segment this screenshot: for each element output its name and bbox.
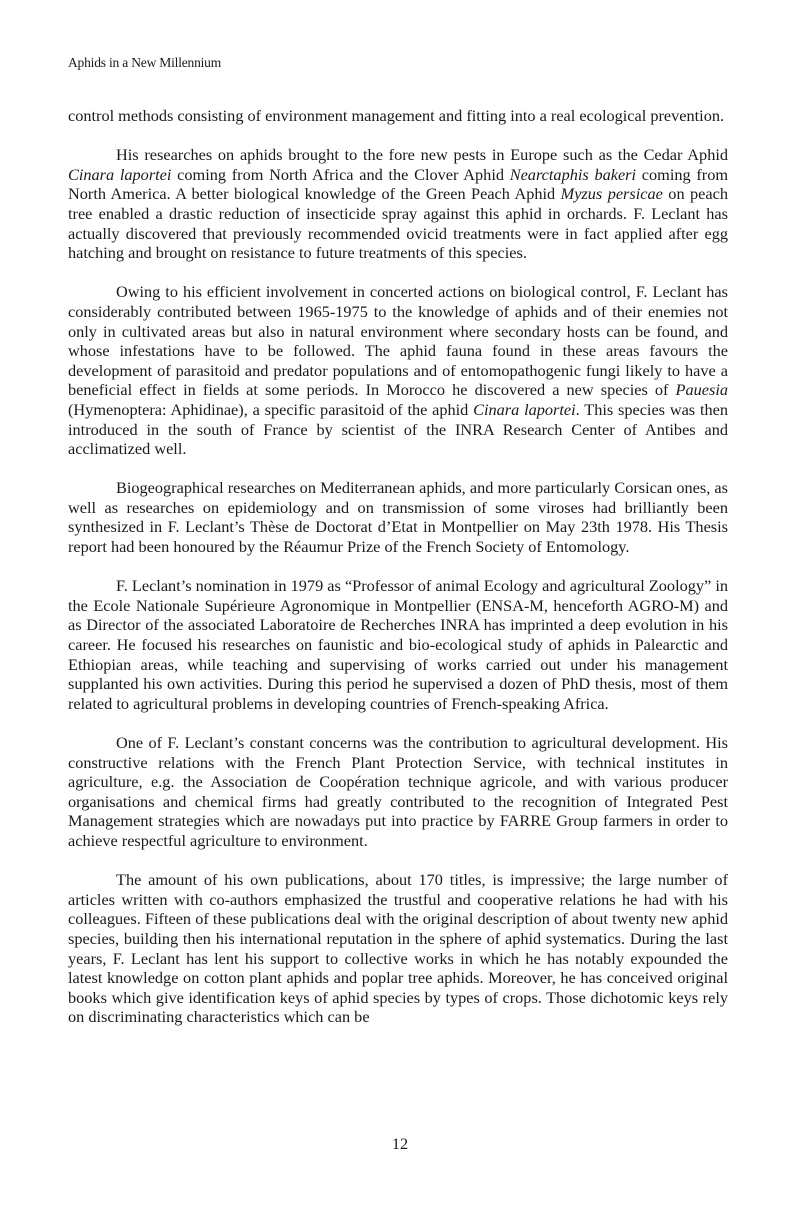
text-run: coming from North America. A better biological knowledge of the Green Peach Aphid bbox=[68, 164, 729, 204]
text-run: coming from North Africa and the Clover Aphid bbox=[171, 164, 510, 184]
text-run: on peach tree enabled a drastic reduction of insecticide spray against this aphid in orchards. F. Leclant has actually discovered that previously recommended ovicid treatments were in fact applied after egg hatching and brought on resistance to future treatments of this species. bbox=[68, 184, 729, 263]
paragraph bbox=[68, 733, 728, 851]
text-run: control methods consisting of environment management and fitting into a real ecological prevention. bbox=[68, 106, 725, 125]
species-name: Nearctaphis bakeri bbox=[509, 164, 637, 184]
species-name: Cinara laportei bbox=[473, 399, 576, 419]
paragraph bbox=[68, 282, 728, 458]
page-number: 12 bbox=[391, 1134, 409, 1153]
text-run: (Hymenoptera: Aphidinae), a specific parasitoid of the aphid bbox=[68, 399, 474, 419]
text-run: One of F. Leclant’s constant concerns was the contribution to agricultural development. His constructive relations with the French Plant Protection Service, with technical institutes in agriculture, e.g. the Association de Coopération technique agricole, and with various producer organisations and chemical firms had greatly contributed to the recognition of Integrated Pest Management strategies which are nowadays put into practice by FARRE Group farmers in order to achieve respectful agriculture to environment. bbox=[68, 733, 728, 850]
text-run: Owing to his efficient involvement in concerted actions on biological control, F. Leclant has considerably contributed between 1965-1975 to the knowledge of aphids and of their enemies not only in cultivated areas but also in natural environment where secondary hosts can be found, and whose infestations have to be followed. The aphid fauna found in these areas favours the development of parasitoid and predator populations and of entomopathogenic fungi likely to have a beneficial effect in fields at some periods. In Morocco he discovered a new species of bbox=[68, 282, 728, 400]
text-run: . This species was then introduced in the south of France by scientist of the INRA Research Center of Antibes and acclimatized well. bbox=[68, 399, 728, 459]
species-name: Myzus persicae bbox=[560, 184, 663, 204]
paragraph bbox=[68, 106, 728, 126]
species-name: Cinara laportei bbox=[68, 164, 172, 184]
paragraph bbox=[68, 576, 728, 713]
paragraph bbox=[68, 870, 728, 1027]
paragraph bbox=[68, 478, 728, 556]
text-run: Biogeographical researches on Mediterranean aphids, and more particularly Corsican ones, as well as researches on epidemiology and on transmission of some viroses had brilliantly been synthesized in F. Leclant’s Thèse de Doctorat d’Etat in Montpellier on May 23th 1978. His Thesis report had been honoured by the Réaumur Prize of the French Society of Entomology. bbox=[68, 478, 728, 557]
paragraph bbox=[68, 145, 728, 263]
text-run: The amount of his own publications, about 170 titles, is impressive; the large number of articles written with co-authors emphasized the trustful and cooperative relations he had with his colleagues. Fifteen of these publications deal with the original description of about twenty new aphid species, building then his international reputation in the sphere of aphid systematics. During the last years, F. Leclant has lent his support to collective works in which he has notably expounded the latest knowledge on cotton plant aphids and poplar tree aphids. Moreover, he has conceived original books which give identification keys of aphid species by types of crops. Those dichotomic keys rely on discriminating characteristics which can be bbox=[68, 870, 728, 1027]
text-run: F. Leclant’s nomination in 1979 as “Professor of animal Ecology and agricultural Zoology” in the Ecole Nationale Supérieure Agronomique in Montpellier (ENSA-M, henceforth AGRO-M) and as Director of the associated Laboratoire de Recherches INRA has imprinted a deep evolution in his career. He focused his researches on faunistic and bio-ecological study of aphids in Palearctic and Ethiopian areas, while teaching and supervising of works carried out under his management supplanted his own activities. During this period he supervised a dozen of PhD thesis, most of them related to agricultural problems in developing countries of French-speaking Africa. bbox=[68, 576, 728, 713]
text-run: His researches on aphids brought to the fore new pests in Europe such as the Cedar Aphid bbox=[116, 145, 728, 165]
running-header: Aphids in a New Millennium bbox=[68, 55, 222, 70]
species-name: Pauesia bbox=[675, 380, 728, 400]
body-text bbox=[68, 106, 728, 1047]
